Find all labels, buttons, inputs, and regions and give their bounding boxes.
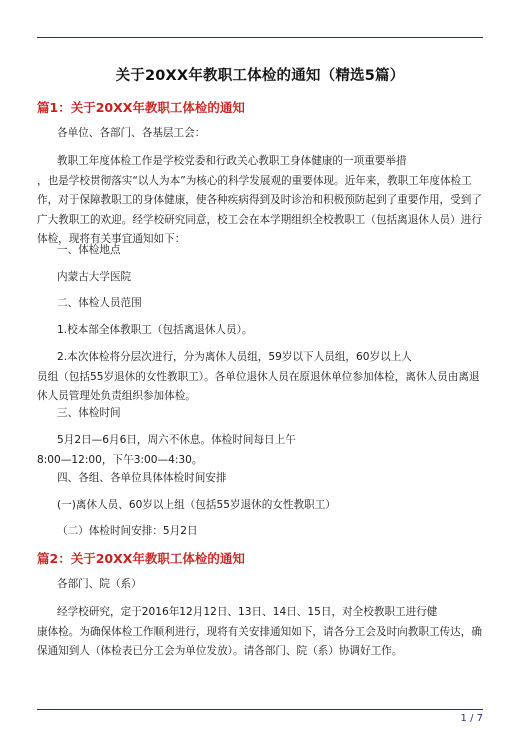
section-heading-2: 篇2：关于20XX年教职工体检的通知 (37, 551, 245, 566)
salutation-2: 各部门、院（系） (57, 578, 142, 590)
salutation-1: 各单位、各部门、各基层工会： (57, 127, 206, 139)
location-text: 内蒙古大学医院 (57, 271, 132, 283)
intro-paragraph: 教职工年度体检工作是学校党委和行政关心教职工身体健康的一项重要举措 ，也是学校贯彻落实“以人为本”为核心的科学发展观的重要体现。近年来，教职工年度体检工 作，对于保障教职工的身体健康，使各种疾病得到及时诊治和积极预防起到了重要作用，受到了 广大教职工的欢迎。经学校研究同意，校工会在本学期组织全校教职工（包括离退休人员）进行 体检，现将有关事宜通知如下： (37, 155, 482, 245)
notice-paragraph-2: 经学校研究，定于2016年12月12日、13日、14日、15日，对全校教职工进行健 康体检。为确保体检工作顺利进行，现将有关安排通知如下，请各分工会及时向教职工传达，确 保通知到人（体检表已分工会为单位发放）。请各部门、院（系）协调好工作。 (37, 606, 482, 657)
time-text: 5月2日—6月6日，周六不休息。体检时间每日上午 8:00—12:00，下午3:00—4:30。 (37, 434, 296, 466)
section-1-title: 一、体检地点 (57, 244, 121, 256)
arrangement-2: （二）体检时间安排：5月2日 (57, 525, 198, 537)
scope-item-2: 2.本次体检将分层次进行，分为离休人员组，59岁以下人员组，60岁以上人 员组（包括55岁退休的女性教职工）。各单位退休人员在原退休单位参加体检，离休人员由离退 休人员管理处负责组织参加体检。 (37, 351, 480, 402)
arrangement-1: (一)离休人员、60岁以上组（包括55岁退休的女性教职工） (57, 499, 336, 511)
page-number: 1 / 7 (460, 713, 483, 724)
scope-item-1: 1.校本部全体教职工（包括离退休人员）。 (57, 324, 253, 336)
section-heading-1: 篇1：关于20XX年教职工体检的通知 (37, 100, 245, 115)
header-rule (37, 37, 483, 38)
footer-rule (37, 709, 483, 710)
document-title: 关于20XX年教职工体检的通知（精选5篇） (115, 68, 405, 84)
section-3-title: 三、体检时间 (57, 407, 121, 419)
section-2-title: 二、体检人员范围 (57, 297, 142, 309)
section-4-title: 四、各组、各单位具体体检时间安排 (57, 472, 227, 484)
